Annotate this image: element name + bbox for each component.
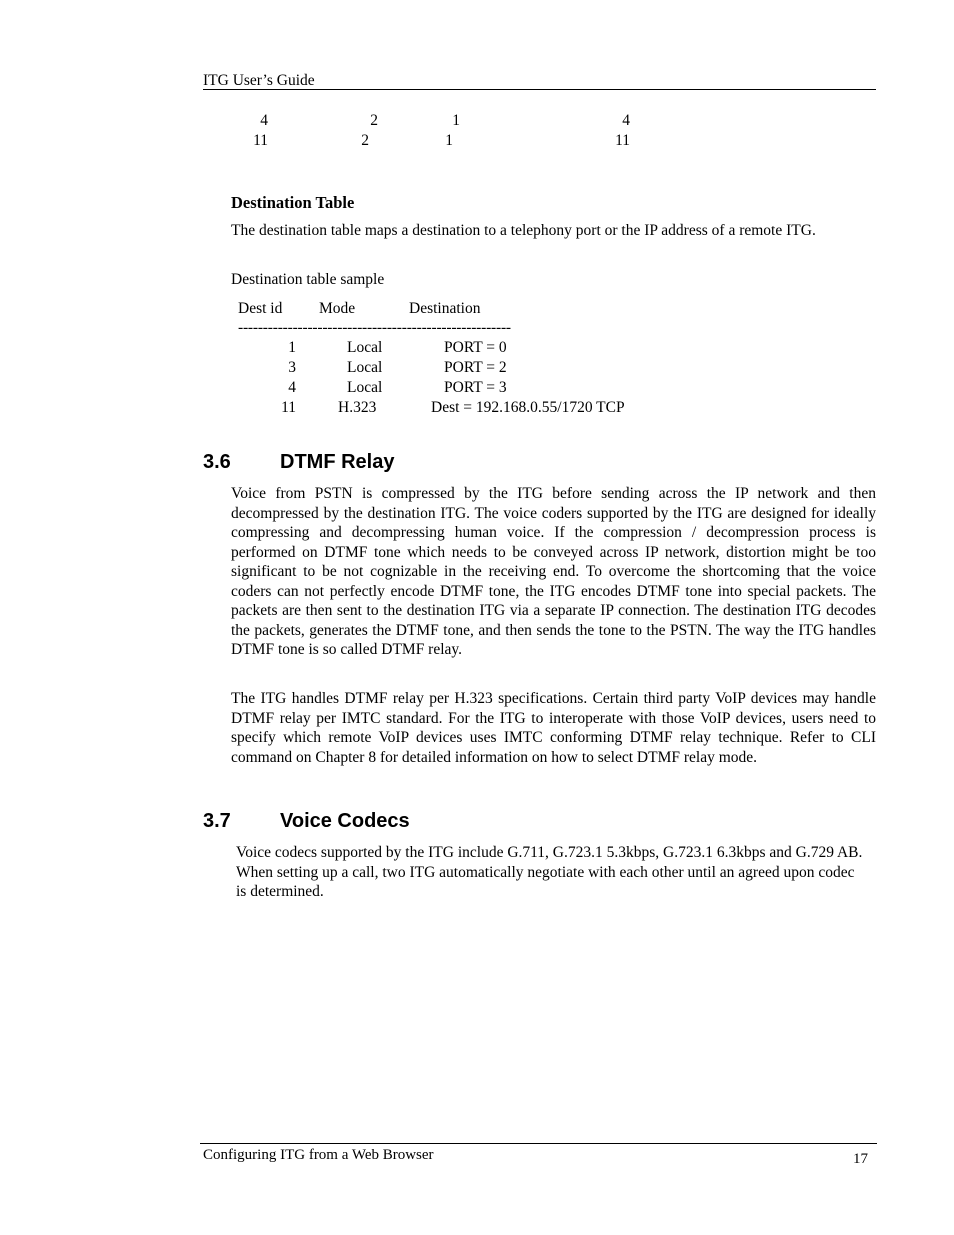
column-header-dest-id: Dest id [238, 300, 283, 317]
table-cell-mode: H.323 [338, 399, 377, 416]
column-header-destination: Destination [409, 300, 481, 317]
section-paragraph: Voice from PSTN is compressed by the ITG before sending across the IP network and then decompressed by the destination ITG. The voice coders supported by the ITG are designed for ideally compressing and decompressing human voice. If the compression / decompression process is performed on DTMF tone which needs to be conveyed across IP network, distortion might be too significant to be not cognizable in the receiving end. To overcome the shortcoming that the voice coders can not perfectly encode DTMF tone, the ITG encodes DTMF tone into special packets. The packets are then sent to the destination ITG via a separate IP connection. The destination ITG decodes the packets, generates the DTMF tone, and then sends the tone to the PSTN. The way the ITG handles DTMF tone is so called DTMF relay. [231, 485, 876, 658]
section-number: 3.6 [203, 451, 231, 473]
table-separator: ------------------------------------------------------- [238, 319, 511, 336]
table-cell-destination: Dest = 192.168.0.55/1720 TCP [431, 399, 625, 416]
top-table-cell: 2 [361, 132, 369, 149]
table-cell-destination: PORT = 3 [444, 379, 507, 396]
destination-table-heading: Destination Table [231, 193, 355, 212]
page-number: 17 [853, 1151, 868, 1167]
top-table-cell: 4 [260, 112, 268, 129]
top-table-cell: 2 [370, 112, 378, 129]
footer-rule [200, 1143, 877, 1144]
top-table-cell: 1 [452, 112, 460, 129]
top-table-cell: 4 [622, 112, 630, 129]
table-cell-mode: Local [347, 379, 383, 396]
top-table-cell: 11 [615, 132, 630, 149]
table-cell-id: 4 [288, 379, 296, 396]
destination-table-description: The destination table maps a destination to a telephony port or the IP address of a remote ITG. [231, 222, 816, 239]
section-paragraph: Voice codecs supported by the ITG include G.711, G.723.1 5.3kbps, G.723.1 6.3kbps and G.729 AB. When setting up a call, two ITG automatically negotiate with each other until an agreed upon codec is determined. [236, 844, 863, 901]
table-cell-mode: Local [347, 339, 383, 356]
table-cell-id: 3 [288, 359, 296, 376]
top-table-cell: 1 [445, 132, 453, 149]
section-number: 3.7 [203, 810, 231, 832]
table-cell-id: 11 [281, 399, 296, 416]
table-cell-id: 1 [288, 339, 296, 356]
section-title: Voice Codecs [280, 810, 410, 832]
section-title: DTMF Relay [280, 451, 395, 473]
table-cell-mode: Local [347, 359, 383, 376]
header-rule [203, 89, 876, 90]
top-table-cell: 11 [253, 132, 268, 149]
table-cell-destination: PORT = 0 [444, 339, 507, 356]
column-header-mode: Mode [319, 300, 356, 317]
destination-table-sample-label: Destination table sample [231, 271, 385, 288]
footer-title: Configuring ITG from a Web Browser [203, 1147, 434, 1163]
section-paragraph: The ITG handles DTMF relay per H.323 specifications. Certain third party VoIP devices may handle DTMF relay per IMTC standard. For the ITG to interoperate with those VoIP devices, users need to specify which remote VoIP devices uses IMTC conforming DTMF relay technique. Refer to CLI command on Chapter 8 for detailed information on how to select DTMF relay mode. [231, 690, 876, 766]
table-cell-destination: PORT = 2 [444, 359, 507, 376]
header-title: ITG User’s Guide [203, 72, 315, 89]
